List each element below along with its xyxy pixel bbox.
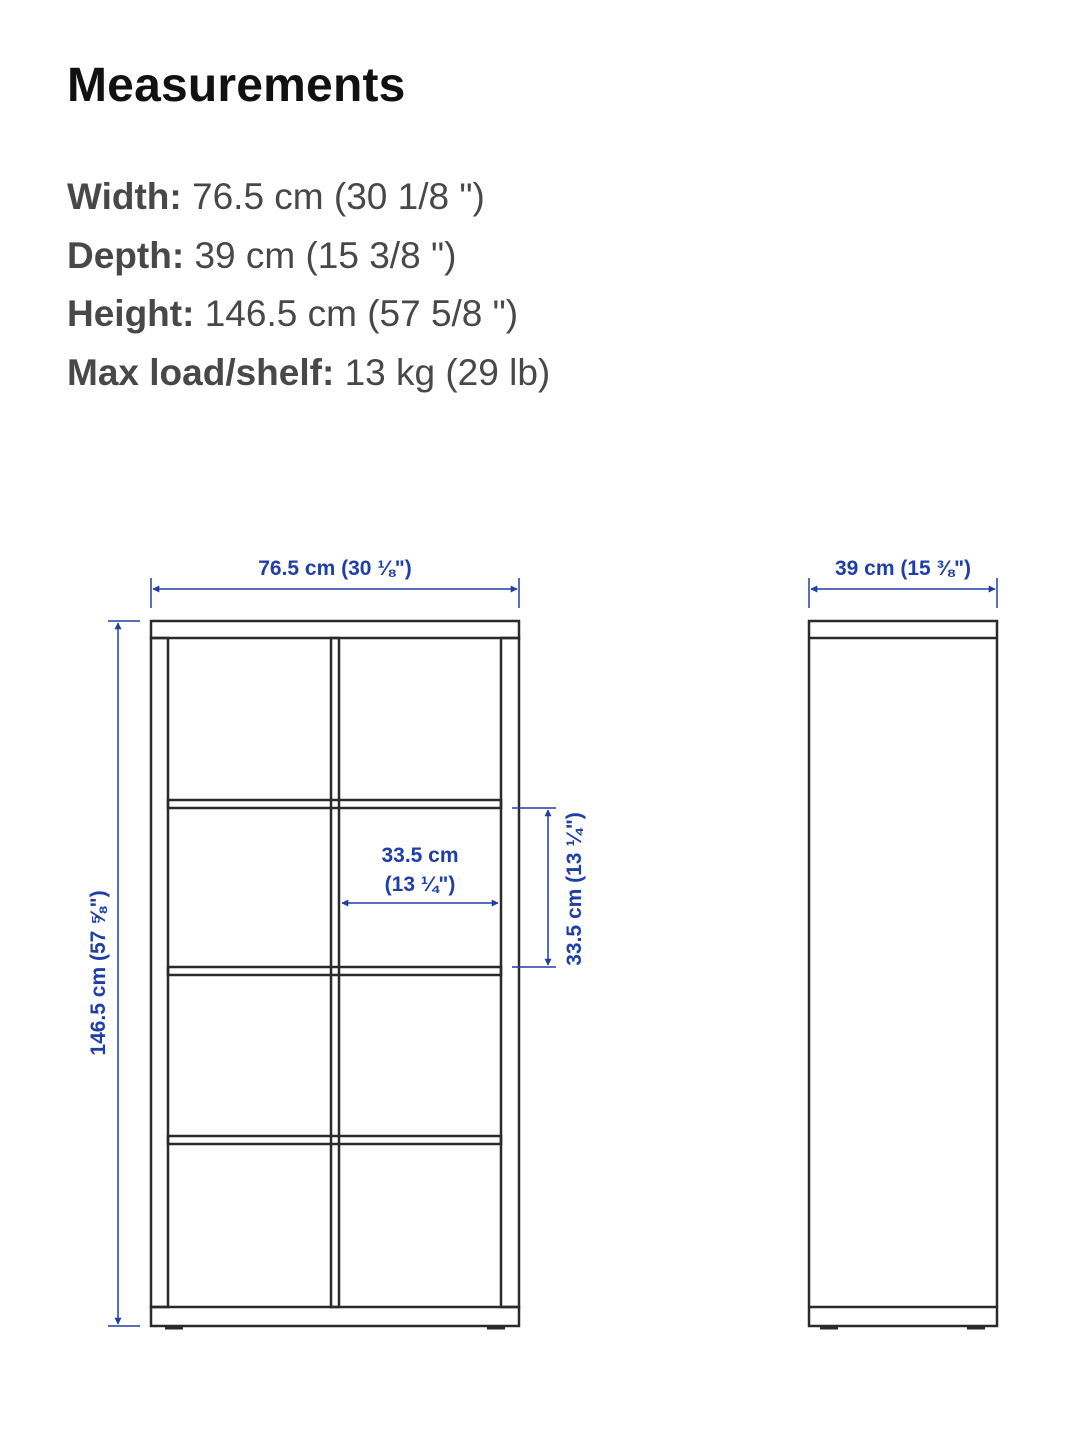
- compartment-height-label: 33.5 cm (13 ¼"): [563, 812, 586, 966]
- spec-label: Height:: [67, 293, 195, 334]
- bottom-board: [151, 1307, 519, 1326]
- side-view: [809, 621, 997, 1328]
- compartment-width-label-line1: 33.5 cm: [381, 844, 459, 867]
- shelf-1: [168, 800, 501, 808]
- compartment-width-label-line2: (13 ¼"): [384, 873, 456, 896]
- top-board: [151, 621, 519, 638]
- spec-value: 76.5 cm (30 1/8 "): [192, 176, 485, 217]
- left-side-panel: [151, 638, 168, 1307]
- spec-value: 146.5 cm (57 5/8 "): [204, 293, 519, 334]
- right-side-panel: [501, 638, 519, 1307]
- front-width-dimension: [151, 578, 519, 608]
- side-depth-label: 39 cm (15 ⅜"): [834, 557, 972, 580]
- side-panel: [809, 621, 997, 1326]
- center-divider: [331, 638, 339, 1307]
- shelf-2: [168, 967, 501, 975]
- spec-value: 39 cm (15 3/8 "): [194, 234, 457, 276]
- front-height-label: 146.5 cm (57 ⅝"): [87, 890, 110, 1056]
- front-width-label: 76.5 cm (30 ⅛"): [258, 557, 412, 580]
- spec-label: Max load/shelf:: [67, 351, 335, 393]
- page-title: Measurements: [67, 59, 406, 112]
- spec-label: Width:: [67, 176, 182, 217]
- front-height-dimension: [108, 621, 140, 1326]
- front-view: [151, 621, 519, 1328]
- spec-value: 13 kg (29 lb): [344, 351, 551, 393]
- side-depth-dimension: [809, 578, 997, 608]
- spec-label: Depth:: [67, 234, 185, 276]
- shelf-3: [168, 1136, 501, 1144]
